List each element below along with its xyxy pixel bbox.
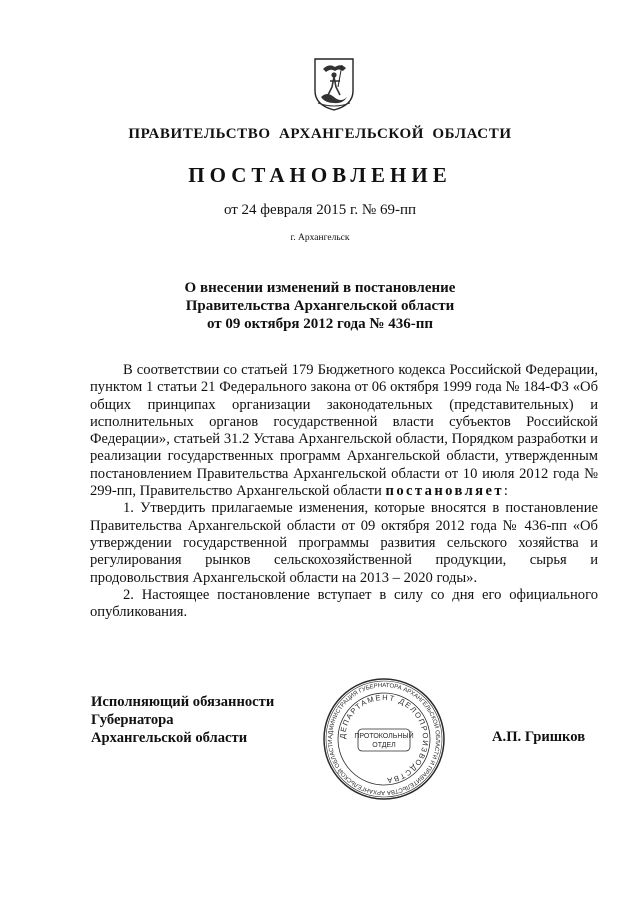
document-city: г. Архангельск xyxy=(290,233,350,243)
decree-keyword: постановляет xyxy=(385,483,504,500)
subject-line: О внесении изменений в постановление xyxy=(184,280,456,296)
item-2-paragraph: 2. Настоящее постановление вступает в силу со дня его официального опубликования. xyxy=(90,586,598,621)
signatory-name: А.П. Гришков xyxy=(492,729,586,745)
stamp-center-line: ОТДЕЛ xyxy=(372,742,396,749)
document-subject xyxy=(0,279,640,333)
signatory-position xyxy=(91,693,274,747)
coat-of-arms-icon xyxy=(313,57,355,112)
stamp-inner-text: ДЕПАРТАМЕНТ ДЕЛОПРОИЗВОДСТВА xyxy=(337,692,431,786)
position-line: Исполняющий обязанности xyxy=(91,694,275,710)
official-stamp xyxy=(322,677,446,801)
document-date-number: от 24 февраля 2015 г. № 69-пп xyxy=(223,202,417,218)
item-1-paragraph: 1. Утвердить прилагаемые изменения, которые вносятся в постановление Правительства Архангельской области от 09 октября 2012 года № 436-пп «Об утверждении государственной программы развития сельского хозяйства и регулирования рынков сельскохозяйственной продукции, сырья и продовольствия Архангельской области на 2013 – 2020 годы». xyxy=(90,500,598,586)
position-line: Архангельской области xyxy=(91,730,248,746)
government-name: ПРАВИТЕЛЬСТВО АРХАНГЕЛЬСКОЙ ОБЛАСТИ xyxy=(128,126,512,142)
subject-line: Правительства Архангельской области xyxy=(185,298,455,314)
stamp-center-line: ПРОТОКОЛЬНЫЙ xyxy=(354,733,414,740)
subject-line: от 09 октября 2012 года № 436-пп xyxy=(206,316,433,332)
stamp-outer-text: АДМИНИСТРАЦИЯ ГУБЕРНАТОРА АРХАНГЕЛЬСКОЙ ОБЛАСТИ И ПРАВИТЕЛЬСТВА АРХАНГЕЛЬСКОЙ ОБЛАСТИ xyxy=(327,682,441,796)
preamble-text: В соответствии со статьей 179 Бюджетного кодекса Российской Федерации, пунктом 1 статьи 21 Федерального закона от 06 октября 1999 года № 184-ФЗ «Об общих принципах организации законодательных (представительных) и исполнительных органов государственной власти субъектов Российской Федерации», статьей 31.2 Устава Архангельской области, Порядком разработки и реализации государственных программ Архангельской области, утвержденным постановлением Правительства Архангельской области от 10 июля 2012 года № 299-пп, Правительство Архангельской области xyxy=(90,362,598,500)
preamble-paragraph: В соответствии со статьей 179 Бюджетного кодекса Российской Федерации, пунктом 1 статьи 21 Федерального закона от 06 октября 1999 года № 184-ФЗ «Об общих принципах организации законодательных (представительных) и исполнительных органов государственной власти субъектов Российской Федерации», статьей 31.2 Устава Архангельской области, Порядком разработки и реализации государственных программ Архангельской области, утвержденным постановлением Правительства Архангельской области от 10 июля 2012 года № 299-пп, Правительство Архангельской области постановляет: xyxy=(90,362,598,500)
document-type: ПОСТАНОВЛЕНИЕ xyxy=(188,163,452,187)
position-line: Губернатора xyxy=(91,712,174,728)
document-body xyxy=(90,362,598,621)
